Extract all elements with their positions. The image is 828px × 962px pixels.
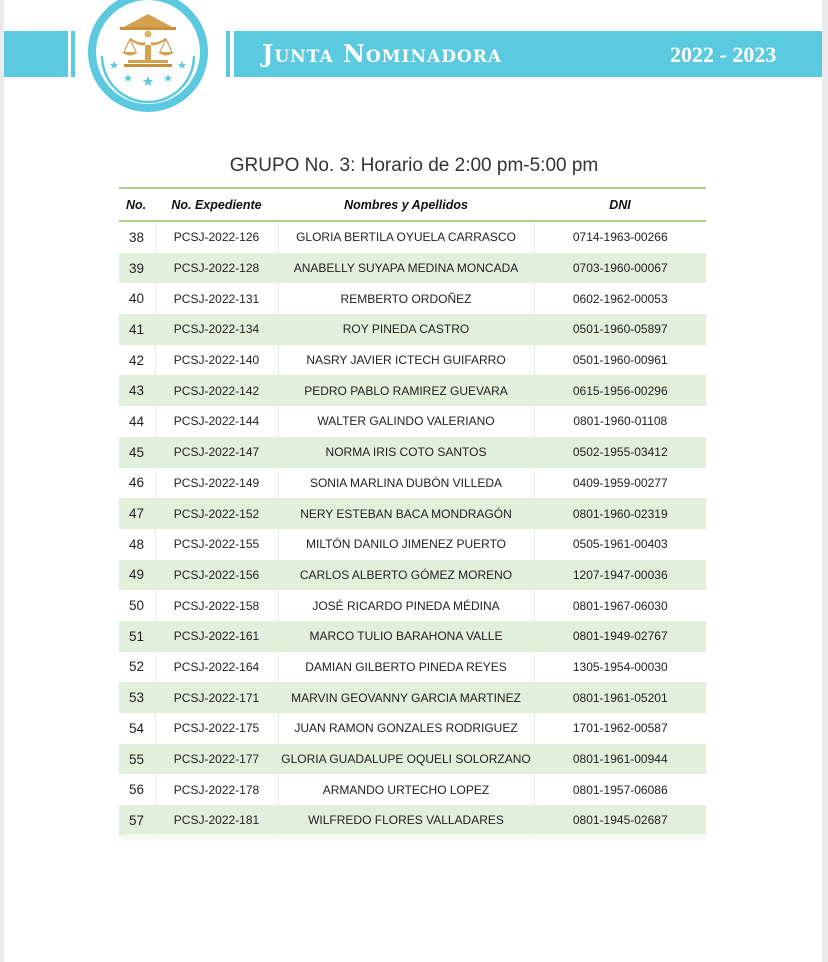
cell-no: 43 [119,375,155,406]
table-row [119,468,706,499]
column-header-nombres: Nombres y Apellidos [278,188,534,221]
cell-dni: 1207-1947-00036 [534,560,706,591]
table-row [119,805,706,836]
cell-no: 52 [119,652,155,683]
cell-dni: 0801-1960-02319 [534,498,706,529]
cell-expediente: PCSJ-2022-140 [155,345,278,376]
cell-no: 57 [119,805,155,836]
cell-no: 42 [119,345,155,376]
cell-expediente: PCSJ-2022-128 [155,253,278,284]
cell-dni: 0502-1955-03412 [534,437,706,468]
cell-nombre: PEDRO PABLO RAMIREZ GUEVARA [278,375,534,406]
cell-expediente: PCSJ-2022-142 [155,375,278,406]
scales-of-justice-logo-icon [84,0,212,114]
cell-expediente: PCSJ-2022-171 [155,682,278,713]
cell-expediente: PCSJ-2022-178 [155,774,278,805]
column-header-dni: DNI [534,188,706,221]
cell-expediente: PCSJ-2022-126 [155,221,278,253]
cell-nombre: MILTÓN DANILO JIMENEZ PUERTO [278,529,534,560]
cell-expediente: PCSJ-2022-149 [155,468,278,499]
cell-expediente: PCSJ-2022-152 [155,498,278,529]
cell-expediente: PCSJ-2022-161 [155,621,278,652]
table-row [119,345,706,376]
cell-expediente: PCSJ-2022-144 [155,406,278,437]
cell-no: 53 [119,682,155,713]
column-header-expediente: No. Expediente [155,188,278,221]
table-row [119,713,706,744]
table-bottom-shadow [124,834,706,840]
cell-expediente: PCSJ-2022-158 [155,590,278,621]
cell-no: 51 [119,621,155,652]
cell-dni: 0801-1967-06030 [534,590,706,621]
table-row [119,774,706,805]
cell-no: 55 [119,744,155,775]
cell-dni: 0505-1961-00403 [534,529,706,560]
table-row [119,375,706,406]
cell-no: 56 [119,774,155,805]
cell-dni: 0501-1960-00961 [534,345,706,376]
table-row [119,253,706,284]
cell-nombre: MARVIN GEOVANNY GARCIA MARTINEZ [278,682,534,713]
cell-nombre: GLORIA BERTILA OYUELA CARRASCO [278,221,534,253]
cell-dni: 1701-1962-00587 [534,713,706,744]
cell-dni: 0703-1960-00067 [534,253,706,284]
table-header-row [119,188,706,221]
cell-no: 40 [119,283,155,314]
column-header-no: No. [119,188,155,221]
header-bar-divider-right [226,31,230,77]
cell-nombre: JUAN RAMON GONZALES RODRIGUEZ [278,713,534,744]
cell-no: 48 [119,529,155,560]
cell-nombre: SONIA MARLINA DUBÓN VILLEDA [278,468,534,499]
table-row [119,682,706,713]
candidates-table [119,187,706,836]
cell-nombre: MARCO TULIO BARAHONA VALLE [278,621,534,652]
cell-expediente: PCSJ-2022-147 [155,437,278,468]
cell-expediente: PCSJ-2022-181 [155,805,278,836]
cell-no: 41 [119,314,155,345]
cell-no: 47 [119,498,155,529]
cell-dni: 0714-1963-00266 [534,221,706,253]
cell-nombre: ROY PINEDA CASTRO [278,314,534,345]
table-row [119,529,706,560]
cell-nombre: DAMIAN GILBERTO PINEDA REYES [278,652,534,683]
cell-nombre: WALTER GALINDO VALERIANO [278,406,534,437]
table-row [119,314,706,345]
cell-nombre: WILFREDO FLORES VALLADARES [278,805,534,836]
cell-no: 45 [119,437,155,468]
cell-no: 39 [119,253,155,284]
cell-dni: 0801-1945-02687 [534,805,706,836]
cell-expediente: PCSJ-2022-177 [155,744,278,775]
cell-expediente: PCSJ-2022-155 [155,529,278,560]
cell-expediente: PCSJ-2022-131 [155,283,278,314]
table-row [119,437,706,468]
cell-dni: 1305-1954-00030 [534,652,706,683]
cell-expediente: PCSJ-2022-134 [155,314,278,345]
cell-no: 54 [119,713,155,744]
cell-expediente: PCSJ-2022-175 [155,713,278,744]
cell-expediente: PCSJ-2022-164 [155,652,278,683]
cell-dni: 0615-1956-00296 [534,375,706,406]
cell-dni: 0409-1959-00277 [534,468,706,499]
cell-no: 49 [119,560,155,591]
cell-nombre: NERY ESTEBAN BACA MONDRAGÓN [278,498,534,529]
cell-nombre: ANABELLY SUYAPA MEDINA MONCADA [278,253,534,284]
header-bar-left [4,31,68,77]
cell-nombre: CARLOS ALBERTO GÓMEZ MORENO [278,560,534,591]
table-row [119,560,706,591]
table-row [119,221,706,253]
table-row [119,621,706,652]
cell-nombre: GLORIA GUADALUPE OQUELI SOLORZANO [278,744,534,775]
cell-dni: 0602-1962-00053 [534,283,706,314]
group-title-text: GRUPO No. 3: Horario de 2:00 pm-5:00 pm [229,155,599,176]
cell-dni: 0801-1960-01108 [534,406,706,437]
cell-nombre: REMBERTO ORDOÑEZ [278,283,534,314]
cell-dni: 0501-1960-05897 [534,314,706,345]
table-row [119,652,706,683]
table-row [119,744,706,775]
cell-dni: 0801-1949-02767 [534,621,706,652]
period-years: 2022 - 2023 [670,42,777,67]
cell-no: 50 [119,590,155,621]
cell-no: 44 [119,406,155,437]
cell-dni: 0801-1961-00944 [534,744,706,775]
cell-dni: 0801-1957-06086 [534,774,706,805]
cell-nombre: ARMANDO URTECHO LOPEZ [278,774,534,805]
cell-nombre: NASRY JAVIER ICTECH GUIFARRO [278,345,534,376]
table-row [119,498,706,529]
cell-no: 46 [119,468,155,499]
header-bar-divider-left [71,31,75,77]
cell-nombre: NORMA IRIS COTO SANTOS [278,437,534,468]
cell-no: 38 [119,221,155,253]
cell-dni: 0801-1961-05201 [534,682,706,713]
table-row [119,406,706,437]
table-row [119,590,706,621]
organization-title: Junta Nominadora [262,39,503,68]
table-row [119,283,706,314]
group-title [0,152,828,180]
cell-nombre: JOSÉ RICARDO PINEDA MÉDINA [278,590,534,621]
cell-expediente: PCSJ-2022-156 [155,560,278,591]
